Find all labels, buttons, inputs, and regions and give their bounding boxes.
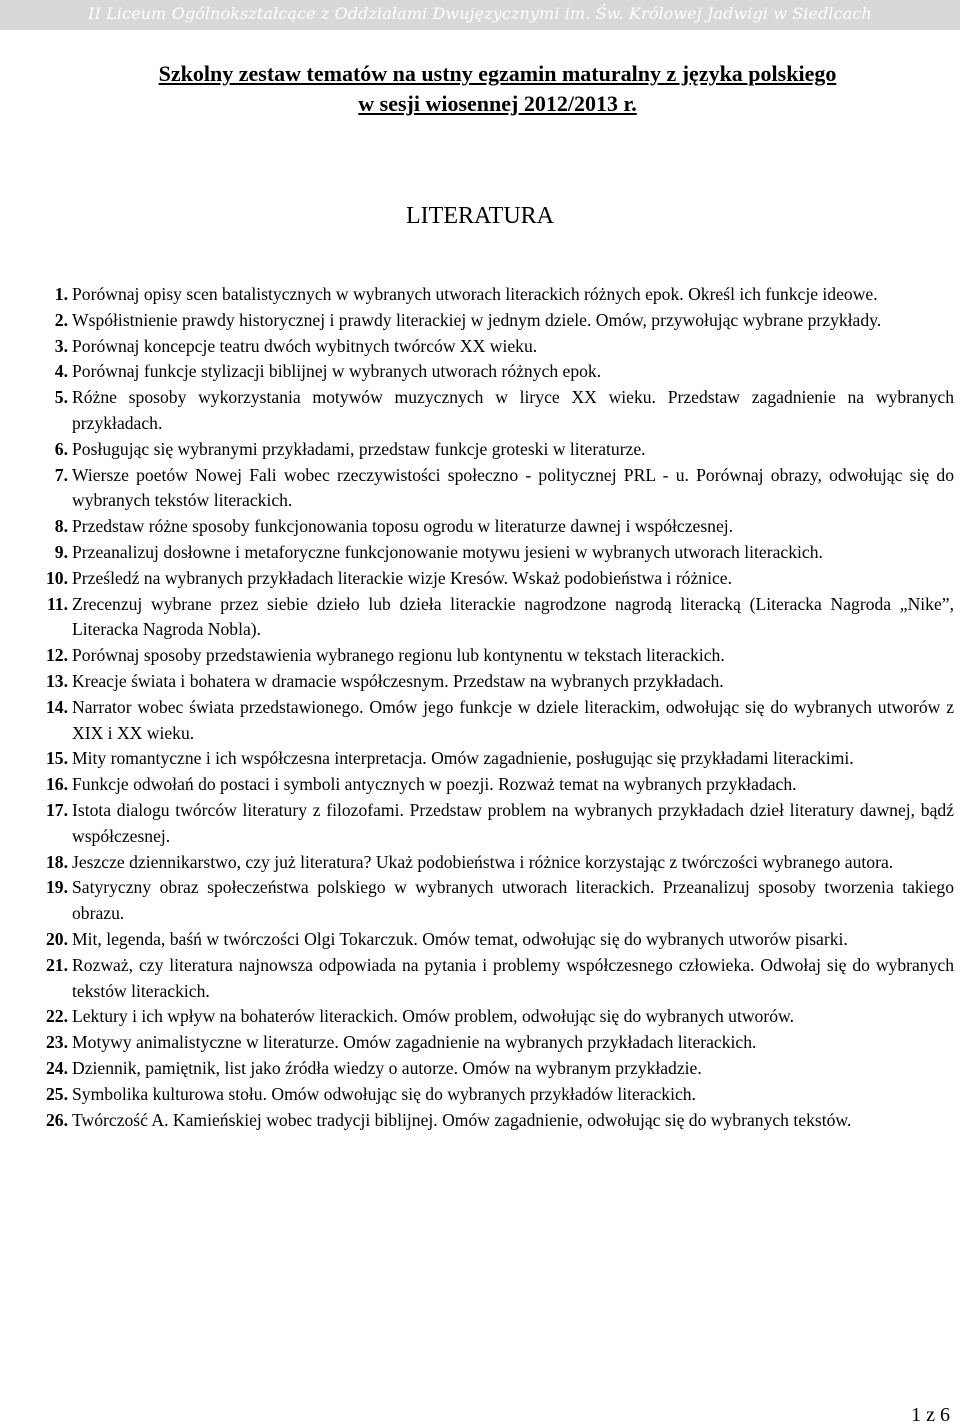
topic-text: Motywy animalistyczne w literaturze. Omów zagadnienie na wybranych przykładach literackich. [72,1032,757,1053]
topic-item [34,282,954,308]
topic-number: 11. [46,593,68,614]
topic-item [34,385,954,437]
topic-item [34,850,954,876]
topic-text: Jeszcze dziennikarstwo, czy już literatura? Ukaż podobieństwa i różnice korzystając z twórczości wybranego autora. [72,851,894,872]
topic-number: 17. [46,799,68,820]
topic-number: 13. [46,670,68,691]
page-number: 1 z 6 [911,1404,950,1426]
topic-number: 1. [54,284,68,304]
topic-item [34,592,954,644]
topic-item [34,334,954,360]
topic-item [34,514,954,540]
topic-item [34,772,954,798]
page-header [0,0,960,30]
topic-item [34,1108,954,1134]
topic-number: 26. [46,1109,68,1130]
topic-text: Przeanalizuj dosłowne i metaforyczne funkcjonowanie motywu jesieni w wybranych utworach literackich. [72,541,823,562]
topic-number: 16. [46,774,68,795]
topic-text: Twórczość A. Kamieńskiej wobec tradycji biblijnej. Omów zagadnienie, odwołując się do wybranych tekstów. [72,1109,852,1130]
topic-item [34,463,954,515]
topic-item [34,643,954,669]
topic-number: 7. [54,464,68,485]
topic-item [34,540,954,566]
topic-item [34,746,954,772]
topic-number: 2. [54,309,68,330]
topic-item [34,1030,954,1056]
topic-text: Różne sposoby wykorzystania motywów muzycznych w liryce XX wieku. Przedstaw zagadnienie na wybranych przykładach. [72,387,954,433]
topic-number: 23. [46,1032,68,1053]
topic-number: 9. [54,541,68,562]
topic-item [34,437,954,463]
topic-number: 14. [46,696,68,717]
topic-text: Prześledź na wybranych przykładach literackie wizje Kresów. Wskaż podobieństwa i różnice. [72,567,732,588]
topic-number: 22. [46,1006,68,1027]
topic-text: Symbolika kulturowa stołu. Omów odwołując się do wybranych przykładów literackich. [72,1083,696,1104]
topic-number: 4. [54,361,68,382]
school-name: II Liceum Ogólnokształcące z Oddziałami Dwujęzycznymi im. Św. Królowej Jadwigi w Siedlcach [88,4,872,23]
topic-text: Przedstaw różne sposoby funkcjonowania toposu ogrodu w literaturze dawnej i współczesnej. [72,516,734,537]
topic-number: 3. [54,335,68,356]
topic-item [34,798,954,850]
topic-text: Porównaj koncepcje teatru dwóch wybitnych twórców XX wieku. [72,335,538,356]
topic-item [34,695,954,747]
topic-text: Lektury i ich wpływ na bohaterów literackich. Omów problem, odwołując się do wybranych utworów. [72,1006,794,1027]
topic-item [34,308,954,334]
topic-item [34,1056,954,1082]
topic-number: 10. [46,567,68,588]
topic-item [34,875,954,927]
topic-text: Mity romantyczne i ich współczesna interpretacja. Omów zagadnienie, posługując się przykładami literackimi. [72,748,854,769]
topic-text: Dziennik, pamiętnik, list jako źródła wiedzy o autorze. Omów na wybranym przykładzie. [72,1057,702,1078]
section-heading: LITERATURA [406,203,554,229]
topic-number: 8. [54,516,68,537]
topic-text: Wiersze poetów Nowej Fali wobec rzeczywistości społeczno - politycznej PRL - u. Porównaj obrazy, odwołując się do wybranych tekstów literackich. [72,464,954,511]
topic-item [34,1004,954,1030]
topic-text: Rozważ, czy literatura najnowsza odpowiada na pytania i problemy współczesnego człowieka. Odwołaj się do wybranych tekstów literackich. [72,954,954,1001]
topic-text: Satyryczny obraz społeczeństwa polskiego w wybranych utworach literackich. Przeanalizuj sposoby tworzenia takiego obrazu. [72,877,954,924]
topic-text: Mit, legenda, baśń w twórczości Olgi Tokarczuk. Omów temat, odwołując się do wybranych utworów pisarki. [72,928,848,949]
topic-list [34,282,954,1133]
topic-number: 21. [46,954,68,975]
topic-number: 25. [46,1083,68,1104]
topic-number: 20. [46,928,68,949]
topic-text: Porównaj funkcje stylizacji biblijnej w wybranych utworach różnych epok. [72,361,602,382]
topic-number: 19. [46,877,68,898]
topic-text: Funkcje odwołań do postaci i symboli antycznych w poezji. Rozważ temat na wybranych przykładach. [72,774,797,795]
topic-text: Porównaj sposoby przedstawienia wybranego regionu lub kontynentu w tekstach literackich. [72,645,725,666]
topic-number: 24. [46,1057,68,1078]
topic-item [34,566,954,592]
document-title-line-2: w sesji wiosennej 2012/2013 r. [358,91,637,116]
topic-item [34,927,954,953]
topic-item [34,669,954,695]
topic-item [34,953,954,1005]
topic-number: 12. [46,645,68,666]
topic-text: Posługując się wybranymi przykładami, przedstaw funkcje groteski w literaturze. [72,438,646,459]
topic-text: Zrecenzuj wybrane przez siebie dzieło lub dzieła literackie nagrodzone nagrodą literacką (Literacka Nagroda „Nike”, Literacka Nagroda Nobla). [72,593,954,640]
topic-item [34,1082,954,1108]
topic-number: 5. [54,387,68,408]
topic-text: Kreacje świata i bohatera w dramacie współczesnym. Przedstaw na wybranych przykładach. [72,670,724,691]
topic-text: Narrator wobec świata przedstawionego. Omów jego funkcje w dziele literackim, odwołując się do wybranych utworów z XIX i XX wieku. [72,696,954,743]
topic-text: Porównaj opisy scen batalistycznych w wybranych utworach literackich różnych epok. Określ ich funkcje ideowe. [72,284,878,304]
topic-number: 6. [54,438,68,459]
topic-item [34,359,954,385]
topic-number: 15. [46,748,68,769]
topic-number: 18. [46,851,68,872]
topic-text: Współistnienie prawdy historycznej i prawdy literackiej w jednym dziele. Omów, przywołując wybrane przykłady. [72,309,882,330]
document-title-line-1: Szkolny zestaw tematów na ustny egzamin maturalny z języka polskiego [158,61,837,86]
topic-text: Istota dialogu twórców literatury z filozofami. Przedstaw problem na wybranych przykładach dzieł literatury dawnej, bądź współczesnej. [72,799,954,846]
